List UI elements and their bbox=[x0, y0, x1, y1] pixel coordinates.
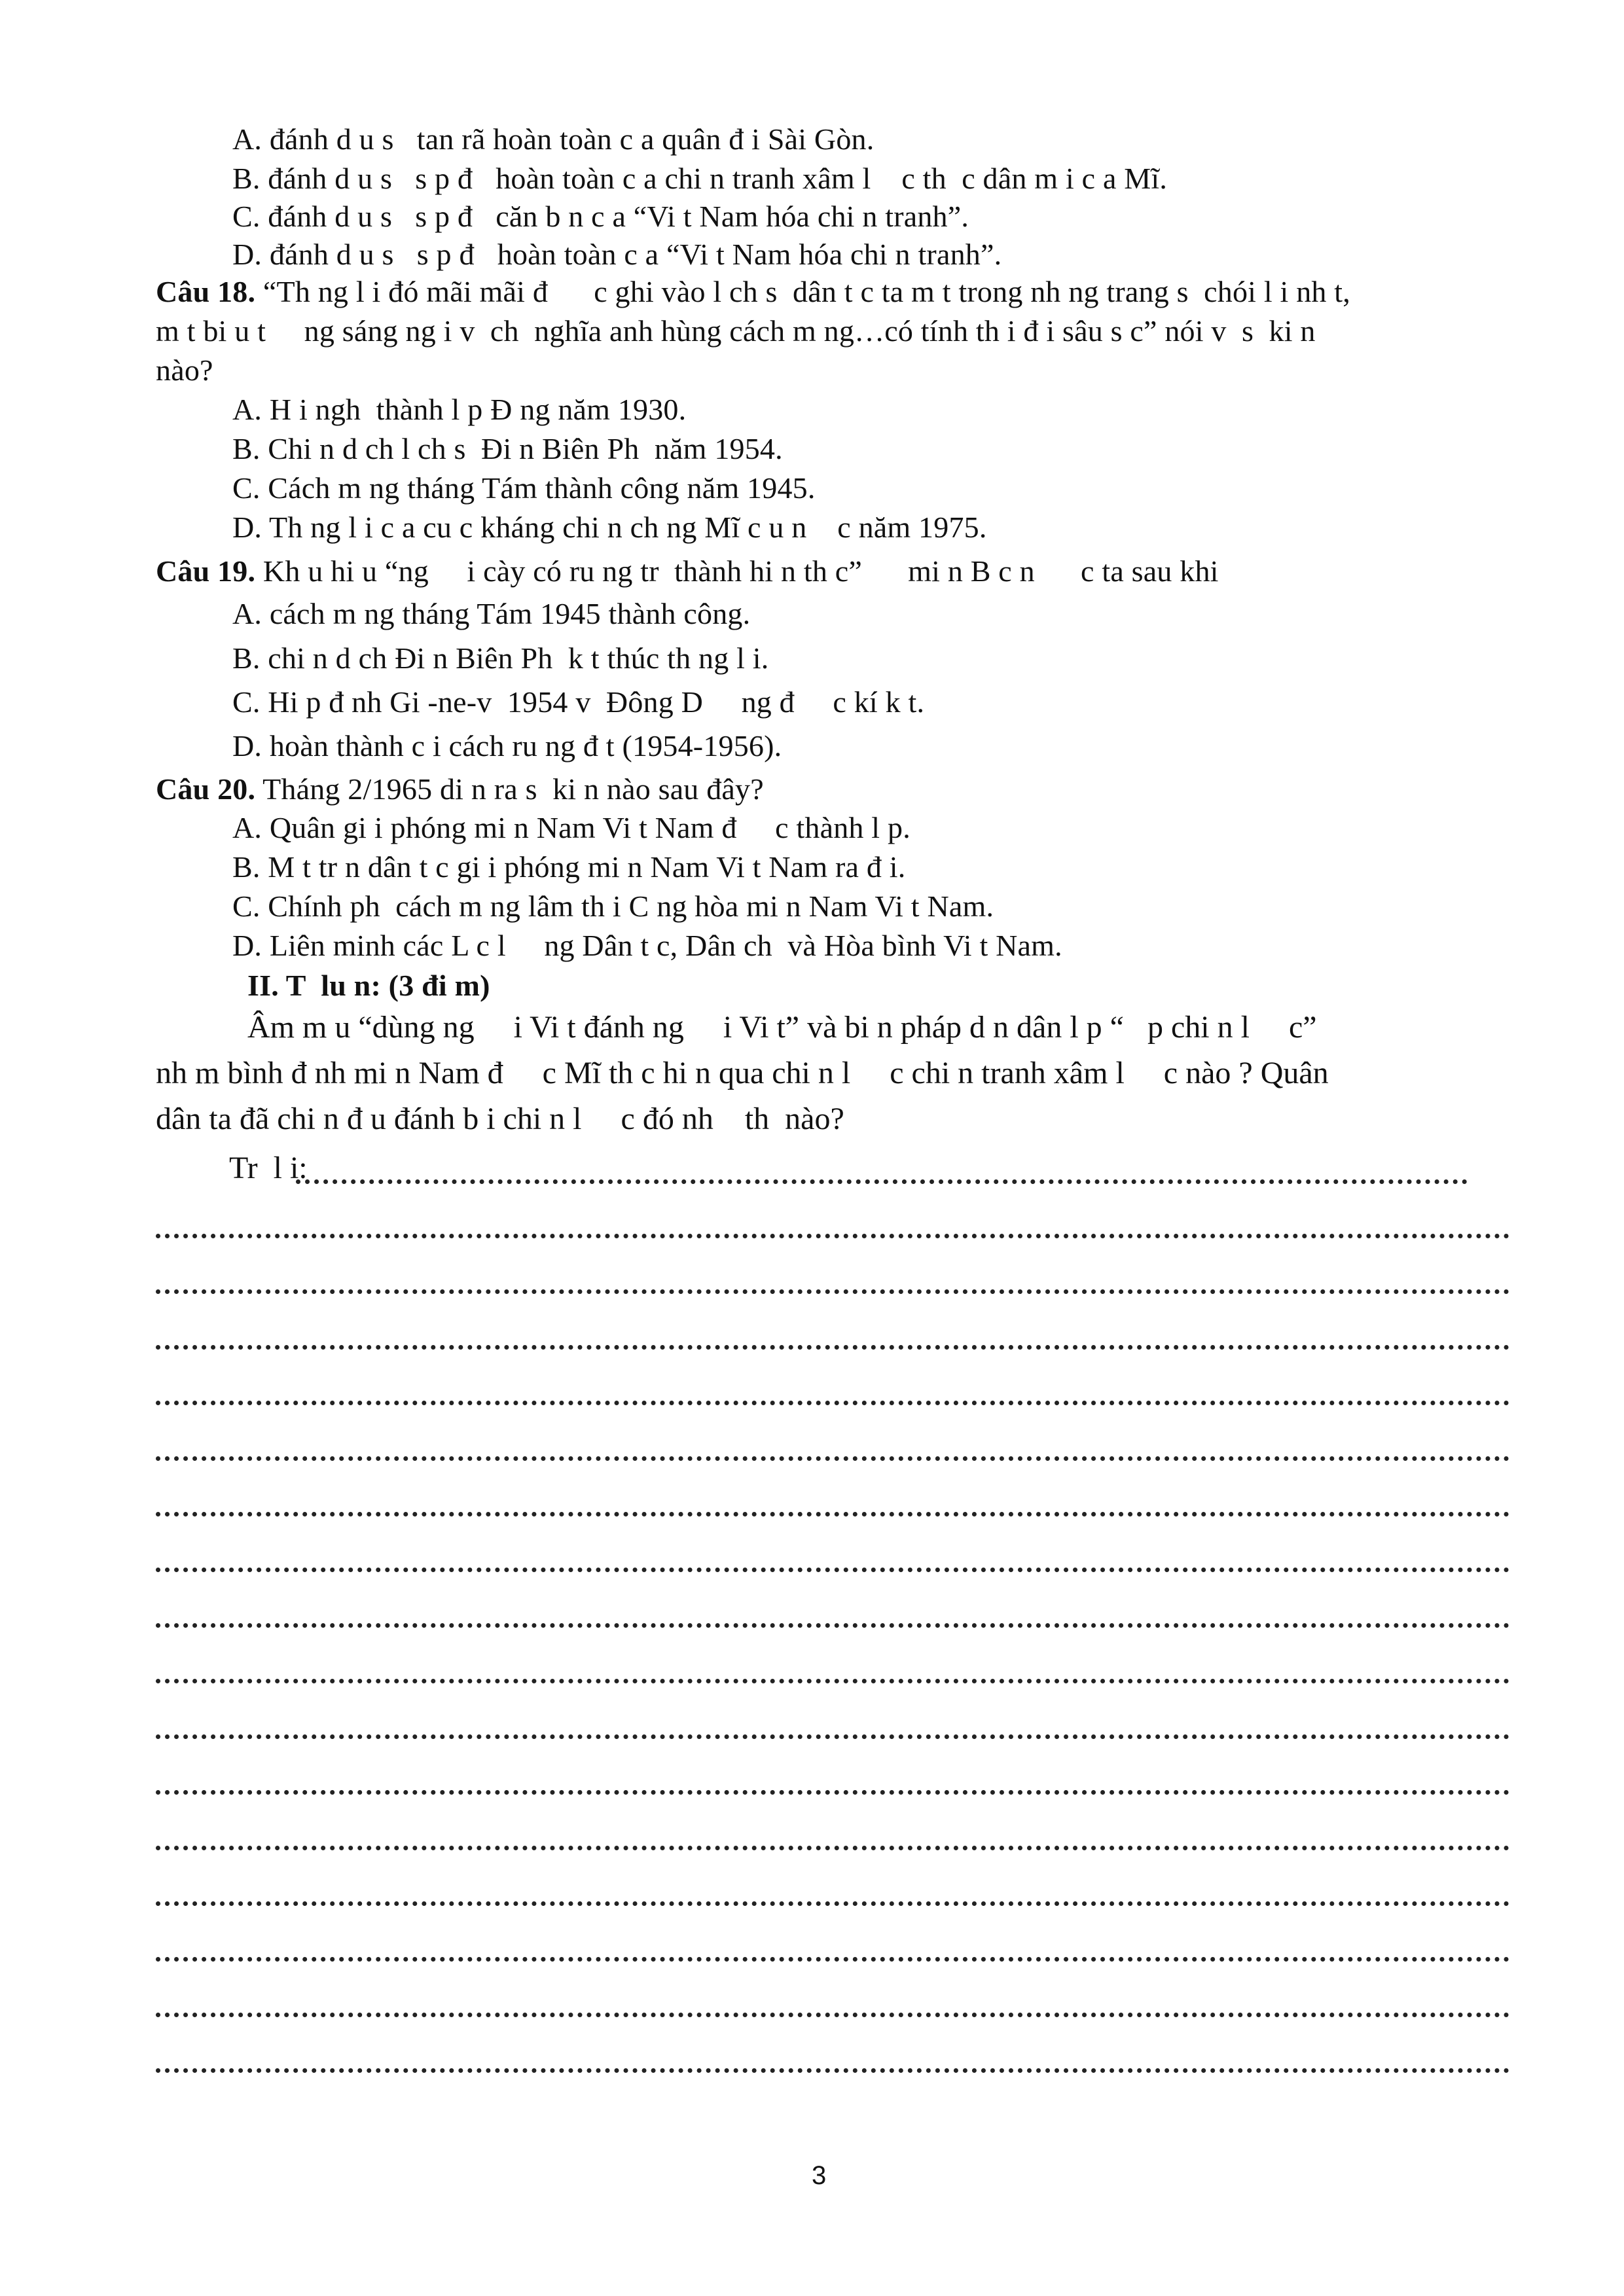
answer-line[interactable] bbox=[156, 1505, 1509, 1516]
answer-label: Tr l i: bbox=[229, 1151, 308, 1185]
answer-line[interactable] bbox=[156, 1561, 1509, 1572]
q19-stem bbox=[156, 553, 1219, 590]
q20-label: Câu 20. bbox=[156, 772, 256, 806]
answer-line[interactable] bbox=[156, 1728, 1509, 1739]
part2-paragraph-line1: Âm m u “dùng ng i Vi t đánh ng i Vi t” và bi n pháp d n dân l p “ p chi n l c” bbox=[247, 1010, 1317, 1045]
q18-stem-line3: nào? bbox=[156, 353, 213, 387]
q20-option-b: B. M t tr n dân t c gi i phóng mi n Nam Vi t Nam ra đ i. bbox=[232, 850, 906, 884]
answer-line[interactable] bbox=[156, 1784, 1509, 1795]
answer-line[interactable] bbox=[156, 1338, 1509, 1350]
q19-option-c: C. Hi p đ nh Gi -ne-v 1954 v Đông D ng đ c kí k t. bbox=[232, 685, 925, 719]
q19-option-a: A. cách m ng tháng Tám 1945 thành công. bbox=[232, 597, 751, 630]
q18-stem-line2: m t bi u t ng sáng ng i v ch nghĩa anh hùng cách m ng…có tính th i đ i sâu s c” nói v s ki n bbox=[156, 314, 1316, 348]
q18-option-d: D. Th ng l i c a cu c kháng chi n ch ng Mĩ c u n c năm 1975. bbox=[232, 511, 987, 544]
q20-stem bbox=[156, 771, 764, 808]
q18-option-a: A. H i ngh thành l p Đ ng năm 1930. bbox=[232, 393, 687, 426]
answer-line[interactable] bbox=[156, 1950, 1509, 1962]
answer-line[interactable] bbox=[156, 1283, 1509, 1294]
answer-line[interactable] bbox=[156, 1450, 1509, 1461]
q18-text-line1: “Th ng l i đó mãi mãi đ c ghi vào l ch s dân t c ta m t trong nh ng trang s chói l i nh t, bbox=[262, 275, 1350, 308]
q20-option-a: A. Quân gi i phóng mi n Nam Vi t Nam đ c thành l p. bbox=[232, 811, 911, 844]
part2-heading: II. T lu n: (3 đi m) bbox=[247, 969, 490, 1002]
q18-stem-line1 bbox=[156, 274, 1350, 310]
q20-option-d: D. Liên minh các L c l ng Dân t c, Dân ch và Hòa bình Vi t Nam. bbox=[232, 929, 1062, 962]
q20-text: Tháng 2/1965 di n ra s ki n nào sau đây? bbox=[262, 772, 764, 806]
q17-option-d: D. đánh d u s s p đ hoàn toàn c a “Vi t Nam hóa chi n tranh”. bbox=[232, 238, 1002, 271]
answer-line[interactable] bbox=[156, 1394, 1509, 1405]
q17-option-b: B. đánh d u s s p đ hoàn toàn c a chi n tranh xâm l c th c dân m i c a Mĩ. bbox=[232, 162, 1168, 195]
q17-option-a: A. đánh d u s tan rã hoàn toàn c a quân đ i Sài Gòn. bbox=[232, 122, 875, 156]
q19-label: Câu 19. bbox=[156, 554, 256, 588]
q18-label: Câu 18. bbox=[156, 275, 256, 308]
answer-line-first[interactable] bbox=[296, 1173, 1468, 1184]
part2-paragraph-line3: dân ta đã chi n đ u đánh b i chi n l c đó nh th nào? bbox=[156, 1102, 844, 1136]
answer-line[interactable] bbox=[156, 1617, 1509, 1628]
answer-line[interactable] bbox=[156, 1895, 1509, 1906]
answer-line[interactable] bbox=[156, 1227, 1509, 1238]
answer-line[interactable] bbox=[156, 1839, 1509, 1850]
part2-paragraph-line2: nh m bình đ nh mi n Nam đ c Mĩ th c hi n qua chi n l c chi n tranh xâm l c nào ? Quân bbox=[156, 1056, 1329, 1090]
q19-text: Kh u hi u “ng i cày có ru ng tr thành hi n th c” mi n B c n c ta sau khi bbox=[262, 554, 1219, 588]
answer-line[interactable] bbox=[156, 2062, 1509, 2073]
q20-option-c: C. Chính ph cách m ng lâm th i C ng hòa mi n Nam Vi t Nam. bbox=[232, 889, 994, 923]
answer-line[interactable] bbox=[156, 1672, 1509, 1683]
q18-option-b: B. Chi n d ch l ch s Đi n Biên Ph năm 1954. bbox=[232, 432, 783, 465]
q18-option-c: C. Cách m ng tháng Tám thành công năm 1945. bbox=[232, 471, 816, 505]
page-number: 3 bbox=[812, 2161, 827, 2190]
q17-option-c: C. đánh d u s s p đ căn b n c a “Vi t Nam hóa chi n tranh”. bbox=[232, 200, 969, 233]
answer-line[interactable] bbox=[156, 2006, 1509, 2017]
q19-option-b: B. chi n d ch Đi n Biên Ph k t thúc th ng l i. bbox=[232, 641, 769, 675]
q19-option-d: D. hoàn thành c i cách ru ng đ t (1954-1956). bbox=[232, 729, 782, 762]
